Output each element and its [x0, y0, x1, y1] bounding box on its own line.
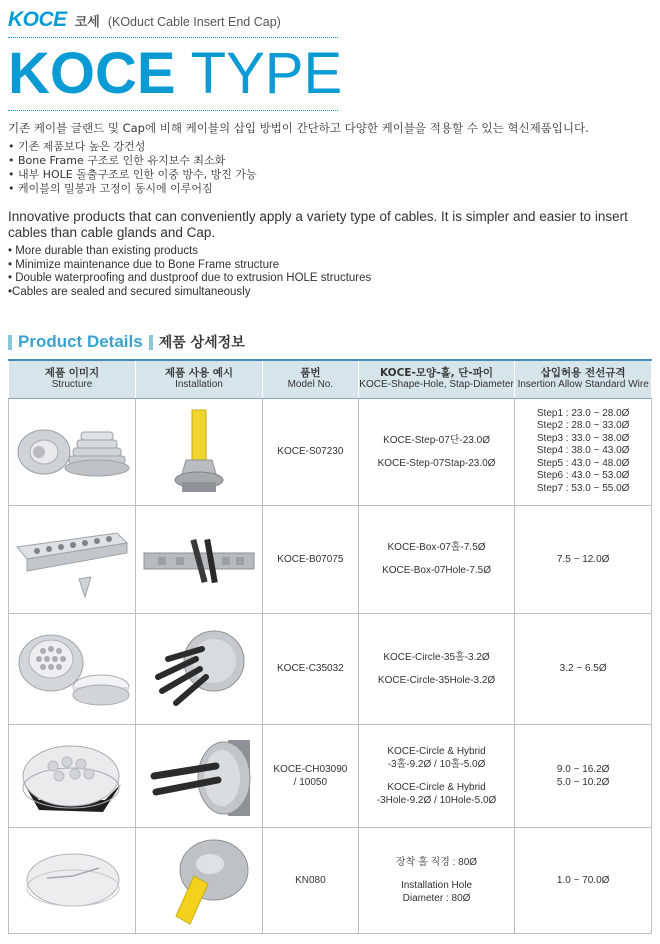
kn-installation-icon: [136, 830, 261, 930]
wire-cell: 9.0 ~ 16.2Ø 5.0 ~ 10.2Ø: [515, 724, 652, 827]
structure-image: [9, 398, 136, 505]
model-cell: KOCE-C35032: [262, 613, 358, 724]
column-header: 제품 이미지 Structure: [9, 360, 136, 398]
installation-image: [135, 613, 262, 724]
divider: [8, 110, 338, 111]
structure-image: [9, 505, 136, 613]
installation-image: [135, 724, 262, 827]
shape-cell: KOCE-Circle & Hybrid -3홀-9.2Ø / 10홀-5.0Ø KOCE-Circle & Hybrid -3Hole-9.2Ø / 10Hole-5.0Ø: [358, 724, 515, 827]
model-cell: KOCE-S07230: [262, 398, 358, 505]
hybrid-cap-icon: [9, 726, 134, 826]
wire-cell: Step1 : 23.0 ~ 28.0Ø Step2 : 28.0 ~ 33.0Ø Step3 : 33.0 ~ 38.0Ø Step4 : 38.0 ~ 43.0Ø Step5 : 43.0 ~ 48.0Ø Step6 : 43.0 ~ 53.0Ø Step7 : 53.0 ~ 55.0Ø: [515, 398, 652, 505]
installation-image: [135, 827, 262, 933]
installation-image: [135, 505, 262, 613]
section-title-en: Product Details: [18, 332, 143, 351]
model-cell: KN080: [262, 827, 358, 933]
model-cell: KOCE-CH03090 / 10050: [262, 724, 358, 827]
intro-english: [8, 209, 656, 299]
section-title-ko: 제품 상세정보: [158, 335, 245, 351]
intro-paragraph-en: Innovative products that can conveniently apply a variety type of cables. It is simpler and easier to insert cables than cable glands and Cap.: [8, 209, 628, 240]
table-row: [9, 505, 652, 613]
shape-cell: KOCE-Circle-35홀-3.2Ø KOCE-Circle-35Hole-3.2Ø: [358, 613, 515, 724]
divider: [8, 37, 338, 38]
table-row: [9, 724, 652, 827]
structure-image: [9, 724, 136, 827]
feature-item: • 내부 HOLE 돌출구조로 인한 이중 방수, 방진 가능: [8, 168, 257, 181]
wire-cell: 3.2 ~ 6.5Ø: [515, 613, 652, 724]
feature-item: • 기존 제품보다 높은 강건성: [8, 140, 146, 153]
box-cap-icon: [9, 509, 134, 609]
feature-item: • More durable than existing products: [8, 245, 199, 257]
page-header: [8, 8, 343, 111]
product-table: [8, 359, 652, 934]
structure-image: [9, 613, 136, 724]
feature-item: • Minimize maintenance due to Bone Frame structure: [8, 258, 280, 271]
step-installation-icon: [136, 402, 261, 502]
hybrid-installation-icon: [136, 726, 261, 826]
model-cell: KOCE-B07075: [262, 505, 358, 613]
installation-image: [135, 398, 262, 505]
intro-korean: [8, 120, 656, 196]
kn-cap-icon: [9, 830, 134, 930]
wire-cell: 7.5 ~ 12.0Ø: [515, 505, 652, 613]
column-header: KOCE-모양-홀, 단-파이 KOCE-Shape-Hole, Stap-Diameter: [358, 360, 515, 398]
shape-cell: KOCE-Step-07단-23.0Ø KOCE-Step-07Stap-23.0Ø: [358, 398, 515, 505]
step-cap-icon: [9, 402, 134, 502]
shape-cell: KOCE-Box-07홀-7.5Ø KOCE-Box-07Hole-7.5Ø: [358, 505, 515, 613]
feature-item: • 케이블의 밀봉과 고정이 동시에 이루어짐: [8, 182, 213, 195]
table-row: [9, 827, 652, 933]
brand-subtitle: (KOduct Cable Insert End Cap): [107, 15, 281, 29]
title-bold: KOCE: [8, 41, 176, 106]
features-list-ko: [8, 140, 656, 196]
features-list-en: [8, 245, 656, 299]
feature-item: •Cables are sealed and secured simultaneously: [8, 285, 251, 298]
brand-name-ko: 코세: [74, 15, 100, 30]
page-title: [8, 41, 343, 106]
feature-item: • Bone Frame 구조로 인한 유지보수 최소화: [8, 154, 226, 167]
table-header-row: [9, 360, 652, 398]
box-installation-icon: [136, 509, 261, 609]
brand-name: KOCE: [8, 8, 67, 31]
intro-paragraph-ko: 기존 케이블 글랜드 및 Cap에 비해 케이블의 삽입 방법이 간단하고 다양한 케이블을 적용할 수 있는 혁신제품입니다.: [8, 121, 589, 135]
circle-installation-icon: [136, 619, 261, 719]
shape-cell: 장착 홀 직경 : 80Ø Installation Hole Diameter : 80Ø: [358, 827, 515, 933]
structure-image: [9, 827, 136, 933]
table-row: [9, 613, 652, 724]
circle-cap-icon: [9, 619, 134, 719]
wire-cell: 1.0 ~ 70.0Ø: [515, 827, 652, 933]
brand-line: [8, 8, 338, 30]
table-row: [9, 398, 652, 505]
column-header: 삽입허용 전선규격 Insertion Allow Standard Wire: [515, 360, 652, 398]
bar-icon: [149, 335, 153, 350]
section-heading: [8, 332, 245, 352]
feature-item: • Double waterproofing and dustproof due to extrusion HOLE structures: [8, 272, 372, 284]
column-header: 제품 사용 예시 Installation: [135, 360, 262, 398]
bar-icon: [8, 335, 12, 350]
title-light: TYPE: [190, 41, 343, 106]
column-header: 품번 Model No.: [262, 360, 358, 398]
